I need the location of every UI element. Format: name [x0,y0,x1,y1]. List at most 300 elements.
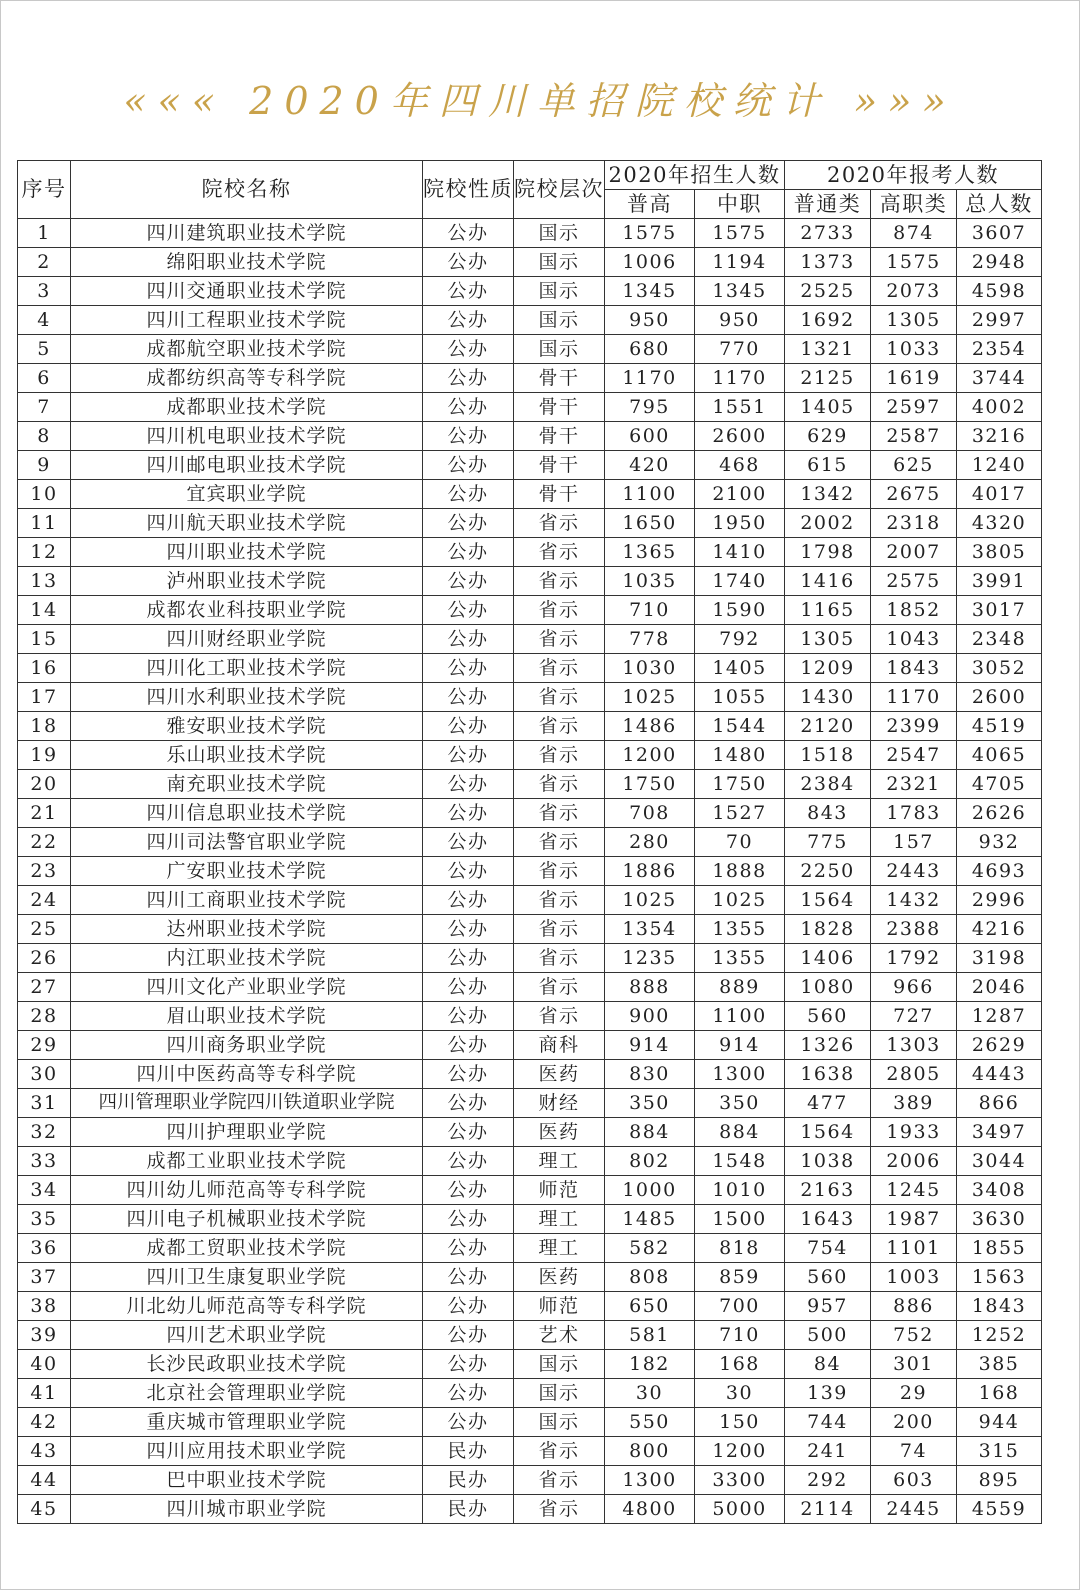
seq-cell: 41 [18,1379,71,1408]
apply-total-cell: 1252 [957,1321,1042,1350]
enroll-general-cell: 550 [605,1408,695,1437]
school-name-cell: 四川幼儿师范高等专科学院 [71,1176,423,1205]
apply-vocational-cell: 1783 [871,799,957,828]
apply-total-cell: 2948 [957,248,1042,277]
level-cell: 省示 [514,712,605,741]
apply-total-cell: 2600 [957,683,1042,712]
apply-total-cell: 2626 [957,799,1042,828]
apply-general-cell: 629 [785,422,871,451]
nature-cell: 公办 [423,538,514,567]
enroll-general-cell: 182 [605,1350,695,1379]
enroll-vocational-cell: 1888 [695,857,785,886]
enroll-general-cell: 950 [605,306,695,335]
seq-cell: 13 [18,567,71,596]
seq-cell: 42 [18,1408,71,1437]
seq-cell: 9 [18,451,71,480]
level-cell: 省示 [514,973,605,1002]
enroll-vocational-cell: 818 [695,1234,785,1263]
nature-cell: 公办 [423,335,514,364]
apply-vocational-cell: 886 [871,1292,957,1321]
level-cell: 理工 [514,1147,605,1176]
table-row [18,1292,1042,1321]
apply-vocational-cell: 2318 [871,509,957,538]
enroll-general-cell: 4800 [605,1495,695,1524]
enroll-general-cell: 708 [605,799,695,828]
enroll-general-cell: 1170 [605,364,695,393]
apply-vocational-cell: 2597 [871,393,957,422]
school-name-cell: 成都航空职业技术学院 [71,335,423,364]
seq-cell: 8 [18,422,71,451]
apply-general-cell: 84 [785,1350,871,1379]
school-name-cell: 内江职业技术学院 [71,944,423,973]
header-seq: 序号 [18,161,71,219]
seq-cell: 16 [18,654,71,683]
nature-cell: 公办 [423,422,514,451]
school-name-cell: 成都纺织高等专科学院 [71,364,423,393]
level-cell: 理工 [514,1234,605,1263]
apply-vocational-cell: 2445 [871,1495,957,1524]
nature-cell: 公办 [423,828,514,857]
apply-general-cell: 2163 [785,1176,871,1205]
apply-total-cell: 3991 [957,567,1042,596]
apply-general-cell: 1430 [785,683,871,712]
apply-total-cell: 4598 [957,277,1042,306]
seq-cell: 6 [18,364,71,393]
nature-cell: 公办 [423,567,514,596]
apply-total-cell: 895 [957,1466,1042,1495]
apply-vocational-cell: 966 [871,973,957,1002]
apply-total-cell: 4559 [957,1495,1042,1524]
nature-cell: 公办 [423,741,514,770]
apply-total-cell: 4065 [957,741,1042,770]
apply-total-cell: 4705 [957,770,1042,799]
enroll-general-cell: 1486 [605,712,695,741]
header-enroll-vocational: 中职 [695,190,785,219]
apply-vocational-cell: 1303 [871,1031,957,1060]
school-name-cell: 四川应用技术职业学院 [71,1437,423,1466]
enroll-general-cell: 710 [605,596,695,625]
level-cell: 国示 [514,248,605,277]
school-name-cell: 宜宾职业学院 [71,480,423,509]
enroll-general-cell: 420 [605,451,695,480]
nature-cell: 公办 [423,1408,514,1437]
nature-cell: 公办 [423,857,514,886]
school-name-cell: 四川工商职业技术学院 [71,886,423,915]
apply-total-cell: 1563 [957,1263,1042,1292]
school-name-cell: 成都职业技术学院 [71,393,423,422]
enroll-general-cell: 830 [605,1060,695,1089]
nature-cell: 公办 [423,654,514,683]
level-cell: 国示 [514,219,605,248]
seq-cell: 1 [18,219,71,248]
enroll-general-cell: 802 [605,1147,695,1176]
seq-cell: 18 [18,712,71,741]
enroll-vocational-cell: 1740 [695,567,785,596]
table-row [18,944,1042,973]
apply-vocational-cell: 29 [871,1379,957,1408]
apply-total-cell: 3216 [957,422,1042,451]
enroll-general-cell: 888 [605,973,695,1002]
table-row [18,1060,1042,1089]
enroll-vocational-cell: 1527 [695,799,785,828]
seq-cell: 45 [18,1495,71,1524]
table-row [18,1495,1042,1524]
seq-cell: 10 [18,480,71,509]
school-name-cell: 广安职业技术学院 [71,857,423,886]
nature-cell: 公办 [423,915,514,944]
enroll-vocational-cell: 150 [695,1408,785,1437]
nature-cell: 民办 [423,1495,514,1524]
table-row [18,1437,1042,1466]
enroll-vocational-cell: 1950 [695,509,785,538]
school-name-cell: 重庆城市管理职业学院 [71,1408,423,1437]
apply-total-cell: 4519 [957,712,1042,741]
level-cell: 国示 [514,277,605,306]
seq-cell: 29 [18,1031,71,1060]
enroll-general-cell: 30 [605,1379,695,1408]
table-row [18,596,1042,625]
apply-vocational-cell: 1043 [871,625,957,654]
enroll-vocational-cell: 770 [695,335,785,364]
table-row [18,1234,1042,1263]
school-name-cell: 乐山职业技术学院 [71,741,423,770]
page-title: ««« 2020年四川单招院校统计 »»» [123,79,957,123]
apply-general-cell: 2384 [785,770,871,799]
nature-cell: 公办 [423,944,514,973]
school-name-cell: 四川工程职业技术学院 [71,306,423,335]
table-row [18,973,1042,1002]
apply-total-cell: 4320 [957,509,1042,538]
apply-total-cell: 3607 [957,219,1042,248]
school-name-cell: 四川卫生康复职业学院 [71,1263,423,1292]
table-row [18,451,1042,480]
enroll-vocational-cell: 1355 [695,944,785,973]
level-cell: 省示 [514,1002,605,1031]
level-cell: 省示 [514,538,605,567]
apply-general-cell: 957 [785,1292,871,1321]
enroll-vocational-cell: 350 [695,1089,785,1118]
enroll-vocational-cell: 1345 [695,277,785,306]
apply-total-cell: 1843 [957,1292,1042,1321]
enroll-general-cell: 778 [605,625,695,654]
school-name-cell: 眉山职业技术学院 [71,1002,423,1031]
level-cell: 国示 [514,1350,605,1379]
table-row [18,712,1042,741]
level-cell: 省示 [514,915,605,944]
nature-cell: 民办 [423,1466,514,1495]
level-cell: 省示 [514,828,605,857]
level-cell: 骨干 [514,451,605,480]
apply-general-cell: 2114 [785,1495,871,1524]
apply-vocational-cell: 2006 [871,1147,957,1176]
apply-total-cell: 3497 [957,1118,1042,1147]
apply-vocational-cell: 727 [871,1002,957,1031]
nature-cell: 公办 [423,480,514,509]
nature-cell: 公办 [423,1350,514,1379]
level-cell: 省示 [514,625,605,654]
school-name-cell: 达州职业技术学院 [71,915,423,944]
level-cell: 商科 [514,1031,605,1060]
apply-general-cell: 1416 [785,567,871,596]
apply-vocational-cell: 2675 [871,480,957,509]
header-applicants-group: 2020年报考人数 [785,161,1042,190]
table-row [18,770,1042,799]
enroll-general-cell: 800 [605,1437,695,1466]
school-name-cell: 雅安职业技术学院 [71,712,423,741]
table-row [18,1466,1042,1495]
seq-cell: 21 [18,799,71,828]
table-row [18,219,1042,248]
table-row [18,741,1042,770]
seq-cell: 27 [18,973,71,1002]
table-row [18,799,1042,828]
level-cell: 省示 [514,596,605,625]
seq-cell: 7 [18,393,71,422]
apply-general-cell: 1406 [785,944,871,973]
nature-cell: 公办 [423,1379,514,1408]
enroll-vocational-cell: 30 [695,1379,785,1408]
enroll-vocational-cell: 1100 [695,1002,785,1031]
apply-vocational-cell: 2321 [871,770,957,799]
table-row [18,1002,1042,1031]
table-row [18,538,1042,567]
apply-general-cell: 1305 [785,625,871,654]
table-row [18,335,1042,364]
apply-vocational-cell: 2073 [871,277,957,306]
apply-total-cell: 168 [957,1379,1042,1408]
seq-cell: 20 [18,770,71,799]
apply-general-cell: 500 [785,1321,871,1350]
apply-vocational-cell: 1575 [871,248,957,277]
apply-general-cell: 2120 [785,712,871,741]
enroll-vocational-cell: 792 [695,625,785,654]
apply-general-cell: 2733 [785,219,871,248]
level-cell: 省示 [514,509,605,538]
apply-total-cell: 2629 [957,1031,1042,1060]
enroll-general-cell: 581 [605,1321,695,1350]
school-name-cell: 四川中医药高等专科学院 [71,1060,423,1089]
school-name-cell: 南充职业技术学院 [71,770,423,799]
school-statistics-table [17,160,1042,1524]
apply-vocational-cell: 603 [871,1466,957,1495]
enroll-general-cell: 1300 [605,1466,695,1495]
table-row [18,422,1042,451]
apply-general-cell: 1405 [785,393,871,422]
apply-vocational-cell: 1852 [871,596,957,625]
school-name-cell: 四川建筑职业技术学院 [71,219,423,248]
table-row [18,915,1042,944]
school-name-cell: 四川交通职业技术学院 [71,277,423,306]
nature-cell: 公办 [423,1292,514,1321]
level-cell: 医药 [514,1118,605,1147]
enroll-general-cell: 1235 [605,944,695,973]
apply-general-cell: 843 [785,799,871,828]
table-row [18,828,1042,857]
school-name-cell: 巴中职业技术学院 [71,1466,423,1495]
apply-vocational-cell: 2007 [871,538,957,567]
apply-vocational-cell: 2388 [871,915,957,944]
apply-general-cell: 2002 [785,509,871,538]
apply-vocational-cell: 1101 [871,1234,957,1263]
school-name-cell: 成都工贸职业技术学院 [71,1234,423,1263]
enroll-vocational-cell: 1551 [695,393,785,422]
enroll-vocational-cell: 700 [695,1292,785,1321]
apply-general-cell: 1373 [785,248,871,277]
nature-cell: 公办 [423,1118,514,1147]
level-cell: 师范 [514,1292,605,1321]
school-name-cell: 四川艺术职业学院 [71,1321,423,1350]
apply-general-cell: 2125 [785,364,871,393]
seq-cell: 17 [18,683,71,712]
seq-cell: 33 [18,1147,71,1176]
school-name-cell: 四川航天职业技术学院 [71,509,423,538]
level-cell: 骨干 [514,393,605,422]
apply-general-cell: 560 [785,1263,871,1292]
seq-cell: 34 [18,1176,71,1205]
level-cell: 省示 [514,770,605,799]
enroll-general-cell: 1575 [605,219,695,248]
seq-cell: 11 [18,509,71,538]
apply-general-cell: 1342 [785,480,871,509]
school-name-cell: 四川护理职业学院 [71,1118,423,1147]
level-cell: 省示 [514,799,605,828]
apply-total-cell: 1287 [957,1002,1042,1031]
apply-general-cell: 1165 [785,596,871,625]
nature-cell: 公办 [423,625,514,654]
apply-general-cell: 1692 [785,306,871,335]
table-row [18,886,1042,915]
apply-general-cell: 1828 [785,915,871,944]
enroll-general-cell: 1365 [605,538,695,567]
nature-cell: 公办 [423,248,514,277]
seq-cell: 38 [18,1292,71,1321]
enroll-vocational-cell: 1355 [695,915,785,944]
seq-cell: 31 [18,1089,71,1118]
apply-total-cell: 385 [957,1350,1042,1379]
level-cell: 理工 [514,1205,605,1234]
nature-cell: 公办 [423,1321,514,1350]
enroll-vocational-cell: 2100 [695,480,785,509]
seq-cell: 44 [18,1466,71,1495]
enroll-general-cell: 884 [605,1118,695,1147]
apply-vocational-cell: 2443 [871,857,957,886]
level-cell: 省示 [514,741,605,770]
nature-cell: 公办 [423,451,514,480]
apply-general-cell: 1080 [785,973,871,1002]
level-cell: 省示 [514,1466,605,1495]
level-cell: 财经 [514,1089,605,1118]
enroll-general-cell: 900 [605,1002,695,1031]
school-name-cell: 绵阳职业技术学院 [71,248,423,277]
table-row [18,683,1042,712]
table-row [18,393,1042,422]
nature-cell: 公办 [423,886,514,915]
apply-general-cell: 754 [785,1234,871,1263]
nature-cell: 公办 [423,1176,514,1205]
header-enroll-general: 普高 [605,190,695,219]
level-cell: 医药 [514,1060,605,1089]
level-cell: 省示 [514,857,605,886]
table-row [18,364,1042,393]
apply-total-cell: 2354 [957,335,1042,364]
table-row [18,1263,1042,1292]
table-row [18,1147,1042,1176]
seq-cell: 15 [18,625,71,654]
nature-cell: 公办 [423,509,514,538]
apply-general-cell: 477 [785,1089,871,1118]
seq-cell: 5 [18,335,71,364]
table-row [18,857,1042,886]
header-school-nature: 院校性质 [423,161,514,219]
apply-general-cell: 2525 [785,277,871,306]
apply-total-cell: 4693 [957,857,1042,886]
apply-general-cell: 241 [785,1437,871,1466]
seq-cell: 26 [18,944,71,973]
enroll-general-cell: 1650 [605,509,695,538]
apply-total-cell: 866 [957,1089,1042,1118]
apply-total-cell: 2348 [957,625,1042,654]
apply-general-cell: 1643 [785,1205,871,1234]
apply-vocational-cell: 1619 [871,364,957,393]
school-name-cell: 长沙民政职业技术学院 [71,1350,423,1379]
level-cell: 国示 [514,306,605,335]
enroll-general-cell: 650 [605,1292,695,1321]
apply-total-cell: 3052 [957,654,1042,683]
school-name-cell: 成都工业职业技术学院 [71,1147,423,1176]
table-row [18,1089,1042,1118]
apply-total-cell: 4443 [957,1060,1042,1089]
table-row [18,306,1042,335]
seq-cell: 40 [18,1350,71,1379]
nature-cell: 公办 [423,770,514,799]
table-row [18,1176,1042,1205]
enroll-vocational-cell: 1480 [695,741,785,770]
level-cell: 省示 [514,1437,605,1466]
apply-general-cell: 615 [785,451,871,480]
seq-cell: 36 [18,1234,71,1263]
school-name-cell: 四川化工职业技术学院 [71,654,423,683]
enroll-general-cell: 1100 [605,480,695,509]
apply-vocational-cell: 1305 [871,306,957,335]
apply-general-cell: 775 [785,828,871,857]
enroll-vocational-cell: 2600 [695,422,785,451]
nature-cell: 公办 [423,219,514,248]
enroll-vocational-cell: 70 [695,828,785,857]
enroll-vocational-cell: 5000 [695,1495,785,1524]
apply-vocational-cell: 1170 [871,683,957,712]
school-name-cell: 成都农业科技职业学院 [71,596,423,625]
enroll-general-cell: 680 [605,335,695,364]
apply-total-cell: 315 [957,1437,1042,1466]
enroll-vocational-cell: 1170 [695,364,785,393]
table-row [18,654,1042,683]
enroll-vocational-cell: 1055 [695,683,785,712]
enroll-vocational-cell: 1750 [695,770,785,799]
apply-total-cell: 3744 [957,364,1042,393]
apply-total-cell: 2996 [957,886,1042,915]
apply-vocational-cell: 1003 [871,1263,957,1292]
enroll-vocational-cell: 1410 [695,538,785,567]
enroll-general-cell: 1006 [605,248,695,277]
seq-cell: 12 [18,538,71,567]
apply-general-cell: 1564 [785,1118,871,1147]
seq-cell: 2 [18,248,71,277]
apply-general-cell: 744 [785,1408,871,1437]
seq-cell: 19 [18,741,71,770]
apply-general-cell: 1638 [785,1060,871,1089]
apply-total-cell: 944 [957,1408,1042,1437]
enroll-vocational-cell: 1575 [695,219,785,248]
